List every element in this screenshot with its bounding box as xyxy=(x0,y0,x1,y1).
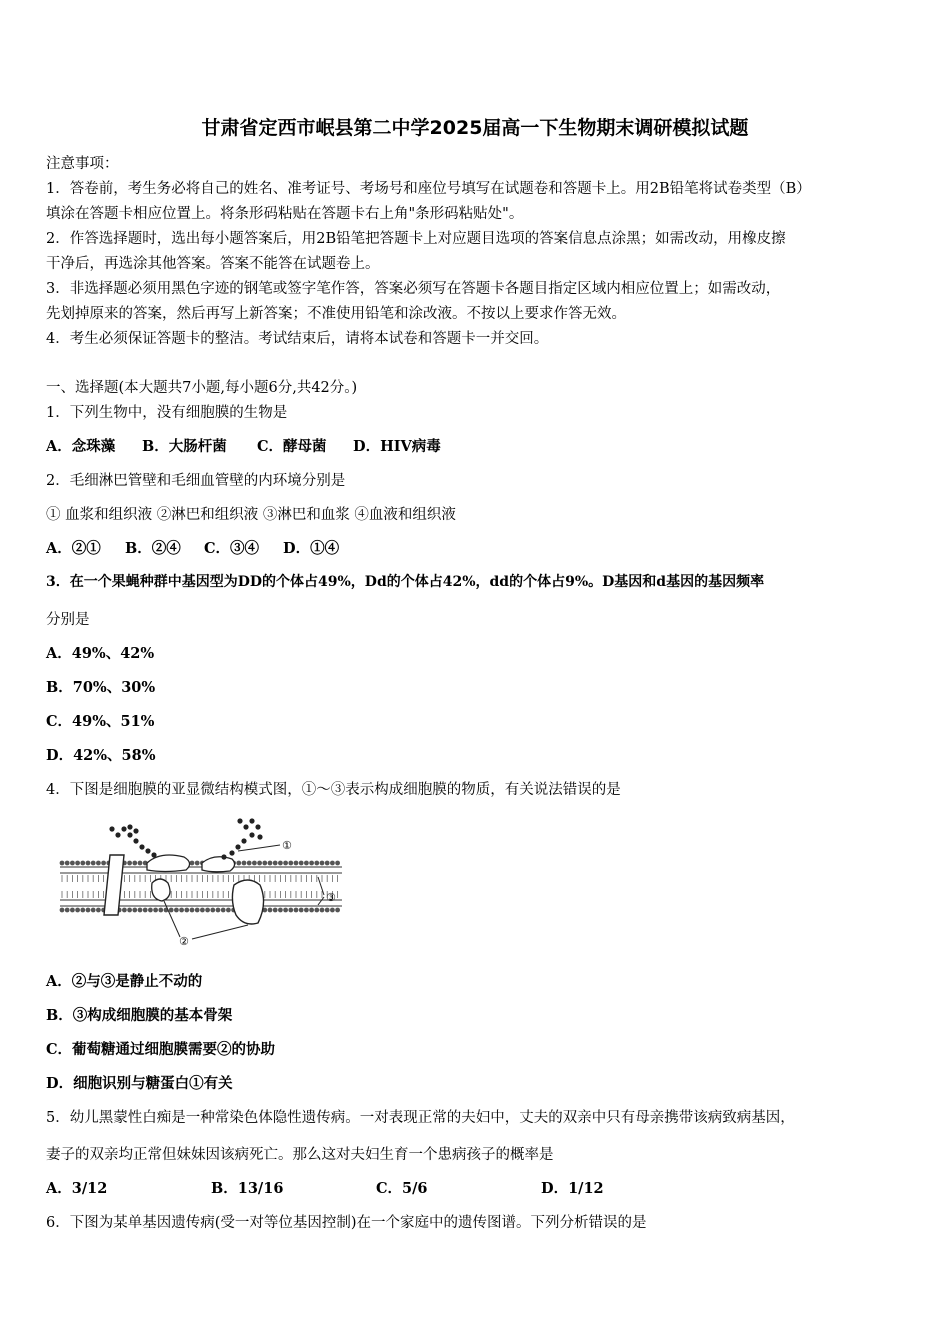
question-1-stem: 1．下列生物中，没有细胞膜的生物是 xyxy=(46,405,288,421)
phospholipid-head xyxy=(127,861,132,866)
option-d: D．HIV病毒 xyxy=(353,438,441,455)
question-4-option-b: B．③构成细胞膜的基本骨架 xyxy=(46,1007,233,1024)
label-2: ② xyxy=(179,935,189,948)
option-b: B．②④ xyxy=(125,540,181,557)
phospholipid-head xyxy=(335,861,340,866)
phospholipid-upper-layer xyxy=(60,867,342,873)
phospholipid-head xyxy=(122,908,127,913)
question-3-option-d: D．42%、58% xyxy=(46,747,156,764)
phospholipid-head xyxy=(294,861,299,866)
phospholipid-head xyxy=(252,861,257,866)
question-4-stem: 4．下图是细胞膜的亚显微结构模式图，①～③表示构成细胞膜的物质，有关说法错误的是 xyxy=(46,782,621,798)
phospholipid-head xyxy=(325,908,330,913)
phospholipid-head xyxy=(278,908,283,913)
notice-line: 先划掉原来的答案，然后再写上新答案；不准使用铅笔和涂改液。不按以上要求作答无效。 xyxy=(46,306,626,322)
phospholipid-head xyxy=(148,908,153,913)
phospholipid-head xyxy=(205,908,210,913)
phospholipid-head xyxy=(320,861,325,866)
phospholipid-head xyxy=(65,861,70,866)
phospholipid-head xyxy=(273,861,278,866)
phospholipid-head xyxy=(273,908,278,913)
notice-line: 1．答卷前，考生务必将自己的姓名、准考证号、考场号和座位号填写在试题卷和答题卡上。用2B铅笔将试卷类型（B） xyxy=(46,181,811,197)
phospholipid-head xyxy=(86,908,91,913)
phospholipid-head xyxy=(268,908,273,913)
question-5-stem: 5．幼儿黑蒙性白痴是一种常染色体隐性遗传病。一对表现正常的夫妇中，丈夫的双亲中只有母亲携带该病致病基因， xyxy=(46,1110,795,1126)
sugar-chain-right xyxy=(221,818,262,859)
question-3-option-c: C．49%、51% xyxy=(46,713,155,730)
phospholipid-head xyxy=(153,908,158,913)
option-b: B．大肠杆菌 xyxy=(142,438,227,455)
phospholipid-head xyxy=(335,908,340,913)
phospholipid-head xyxy=(242,861,247,866)
option-d: D．①④ xyxy=(283,540,340,557)
question-1-options xyxy=(46,435,441,456)
phospholipid-head xyxy=(221,908,226,913)
phospholipid-head xyxy=(195,908,200,913)
phospholipid-head xyxy=(314,861,319,866)
phospholipid-head xyxy=(288,908,293,913)
phospholipid-head xyxy=(174,908,179,913)
phospholipid-head xyxy=(169,908,174,913)
option-c: C．5/6 xyxy=(376,1180,428,1197)
option-c: C．酵母菌 xyxy=(257,438,327,455)
transmembrane-protein xyxy=(232,880,263,924)
phospholipid-head xyxy=(190,908,195,913)
page-title: 甘肃省定西市岷县第二中学2025届高一下生物期末调研模拟试题 xyxy=(201,117,749,139)
phospholipid-head xyxy=(132,861,137,866)
phospholipid-head xyxy=(283,861,288,866)
glycoprotein-base xyxy=(202,857,235,872)
phospholipid-head xyxy=(138,861,143,866)
phospholipid-head xyxy=(278,861,283,866)
section-heading: 一、选择题(本大题共7小题,每小题6分,共42分。) xyxy=(46,380,358,396)
phospholipid-head xyxy=(247,861,252,866)
phospholipid-head xyxy=(283,908,288,913)
option-a: A．②① xyxy=(46,540,101,557)
question-4-option-c: C．葡萄糖通过细胞膜需要②的协助 xyxy=(46,1041,276,1058)
phospholipid-head xyxy=(127,908,132,913)
phospholipid-lower-layer xyxy=(60,900,342,906)
phospholipid-head xyxy=(86,861,91,866)
phospholipid-head xyxy=(299,861,304,866)
option-b: B．13/16 xyxy=(211,1180,284,1197)
phospholipid-head xyxy=(299,908,304,913)
notice-line: 4．考生必须保证答题卡的整洁。考试结束后，请将本试卷和答题卡一并交回。 xyxy=(46,331,549,347)
embedded-protein xyxy=(152,879,170,901)
option-c: C．③④ xyxy=(204,540,260,557)
phospholipid-head xyxy=(138,908,143,913)
phospholipid-head xyxy=(101,861,106,866)
phospholipid-head xyxy=(216,908,221,913)
notice-line: 2．作答选择题时，选出每小题答案后，用2B铅笔把答题卡上对应题目选项的答案信息点涂黑；如需改动，用橡皮擦 xyxy=(46,231,786,247)
notice-line: 干净后，再选涂其他答案。答案不能答在试题卷上。 xyxy=(46,256,380,272)
question-4-option-a: A．②与③是静止不动的 xyxy=(46,973,203,990)
phospholipid-head xyxy=(143,908,148,913)
phospholipid-head xyxy=(70,908,75,913)
phospholipid-head xyxy=(80,908,85,913)
question-4-option-d: D．细胞识别与糖蛋白①有关 xyxy=(46,1075,233,1092)
phospholipid-head xyxy=(80,861,85,866)
phospholipid-head xyxy=(60,908,65,913)
phospholipid-head xyxy=(65,908,70,913)
label-3: ③ xyxy=(326,891,336,904)
phospholipid-head xyxy=(75,861,80,866)
phospholipid-head xyxy=(75,908,80,913)
question-5-options xyxy=(46,1177,706,1198)
cell-membrane-diagram xyxy=(52,815,347,950)
label-1: ① xyxy=(282,839,292,852)
phospholipid-head xyxy=(195,861,200,866)
phospholipid-head xyxy=(91,861,96,866)
notice-line: 填涂在答题卡相应位置上。将条形码粘贴在答题卡右上角"条形码粘贴处"。 xyxy=(46,206,524,222)
phospholipid-head xyxy=(236,861,241,866)
phospholipid-head xyxy=(268,861,273,866)
phospholipid-head xyxy=(320,908,325,913)
question-2-items: ① 血浆和组织液 ②淋巴和组织液 ③淋巴和血浆 ④血液和组织液 xyxy=(46,507,456,523)
phospholipid-head xyxy=(309,908,314,913)
phospholipid-head xyxy=(184,908,189,913)
phospholipid-head xyxy=(132,908,137,913)
phospholipid-head xyxy=(60,861,65,866)
phospholipid-head xyxy=(330,861,335,866)
phospholipid-head xyxy=(325,861,330,866)
phospholipid-head xyxy=(190,861,195,866)
phospholipid-head xyxy=(294,908,299,913)
question-2-stem: 2．毛细淋巴管壁和毛细血管壁的内环境分别是 xyxy=(46,473,346,489)
notice-line: 3．非选择题必须用黑色字迹的钢笔或签字笔作答，答案必须写在答题卡各题目指定区域内相应位置上；如需改动， xyxy=(46,281,781,297)
phospholipid-head xyxy=(158,908,163,913)
phospholipid-head xyxy=(70,861,75,866)
phospholipid-head xyxy=(314,908,319,913)
phospholipid-head xyxy=(304,908,309,913)
phospholipid-head xyxy=(257,861,262,866)
phospholipid-head xyxy=(262,861,267,866)
phospholipid-head xyxy=(179,908,184,913)
notice-heading: 注意事项： xyxy=(46,156,119,172)
question-3-option-b: B．70%、30% xyxy=(46,679,156,696)
phospholipid-head xyxy=(96,861,101,866)
phospholipid-head xyxy=(91,908,96,913)
option-a: A．3/12 xyxy=(46,1180,108,1197)
phospholipid-head xyxy=(304,861,309,866)
phospholipid-head xyxy=(200,908,205,913)
option-a: A．念珠藻 xyxy=(46,438,116,455)
question-6-stem: 6．下图为某单基因遗传病(受一对等位基因控制)在一个家庭中的遗传图谱。下列分析错误的是 xyxy=(46,1215,647,1231)
question-2-options xyxy=(46,537,339,558)
phospholipid-head xyxy=(288,861,293,866)
sugar-chain-left xyxy=(109,824,156,857)
phospholipid-head xyxy=(226,908,231,913)
phospholipid-head xyxy=(309,861,314,866)
question-3-stem: 3．在一个果蝇种群中基因型为DD的个体占49%，Dd的个体占42%，dd的个体占9%。D基因和d基因的基因频率 xyxy=(46,574,765,590)
option-d: D．1/12 xyxy=(541,1180,604,1197)
phospholipid-head xyxy=(210,908,215,913)
question-3-option-a: A．49%、42% xyxy=(46,645,155,662)
phospholipid-head xyxy=(96,908,101,913)
question-5-stem-cont: 妻子的双亲均正常但妹妹因该病死亡。那么这对夫妇生育一个患病孩子的概率是 xyxy=(46,1147,554,1163)
question-3-stem-cont: 分别是 xyxy=(46,612,90,628)
phospholipid-head xyxy=(330,908,335,913)
